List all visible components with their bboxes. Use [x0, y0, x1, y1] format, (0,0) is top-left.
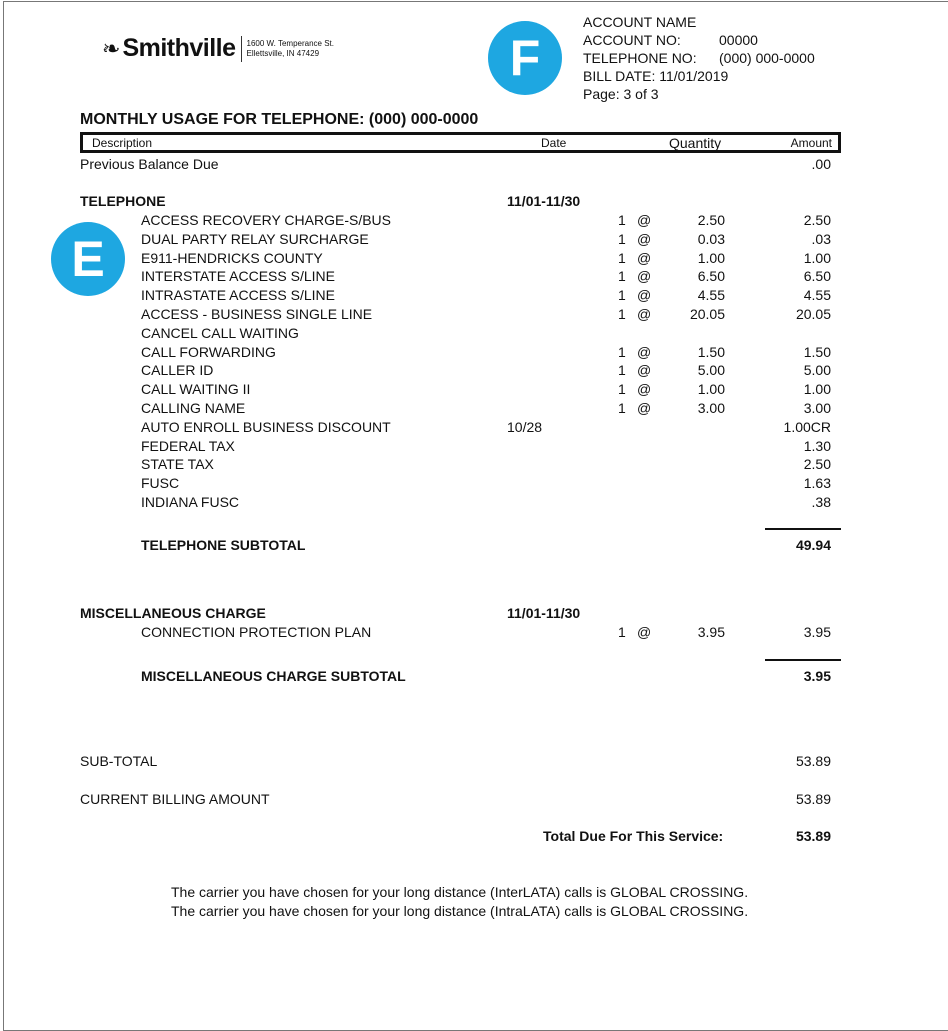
- item-description: INTERSTATE ACCESS S/LINE: [141, 268, 335, 285]
- misc-section-header: [0, 605, 948, 624]
- line-item: [0, 438, 948, 457]
- carrier-note: The carrier you have chosen for your long distance (InterLATA) calls is GLOBAL CROSSING.: [171, 884, 749, 900]
- line-item: [0, 250, 948, 269]
- item-at: @: [637, 249, 652, 266]
- item-description: E911-HENDRICKS COUNTY: [141, 249, 323, 266]
- item-date: 10/28: [507, 418, 543, 435]
- account-name: ACCOUNT NAME: [583, 14, 697, 30]
- section-date: 11/01-11/30: [507, 605, 581, 621]
- telephone-subtotal-row: [0, 537, 948, 556]
- item-rate: 1.50: [697, 343, 725, 360]
- item-quantity: 1: [618, 381, 626, 398]
- telephone-no: (000) 000-0000: [719, 50, 815, 66]
- total-due-label: Total Due For This Service:: [543, 828, 724, 844]
- line-item: [0, 475, 948, 494]
- page-title: MONTHLY USAGE FOR TELEPHONE: (000) 000-0000: [80, 111, 479, 128]
- item-at: @: [637, 230, 652, 247]
- item-amount: .03: [811, 230, 831, 247]
- callout-badge-e: E: [51, 222, 125, 296]
- logo-mark-icon: ❧: [102, 35, 121, 61]
- address-line-1: 1600 W. Temperance St.: [246, 38, 334, 48]
- item-rate: 2.50: [697, 212, 725, 228]
- account-no-label: ACCOUNT NO:: [583, 32, 681, 48]
- item-description: INDIANA FUSC: [141, 494, 240, 510]
- item-at: @: [637, 343, 652, 360]
- sub-total-amount: 53.89: [795, 753, 831, 769]
- telephone-label: TELEPHONE NO:: [583, 50, 697, 66]
- line-item: [0, 419, 948, 438]
- item-description: CALL WAITING II: [141, 381, 251, 398]
- line-item: [0, 212, 948, 231]
- subtotal-amount: 3.95: [803, 668, 831, 684]
- item-amount: .38: [811, 494, 831, 510]
- item-at: @: [637, 400, 652, 416]
- item-description: STATE TAX: [141, 456, 214, 473]
- item-amount: 1.00CR: [783, 418, 831, 435]
- item-description: FUSC: [141, 475, 180, 492]
- item-quantity: 1: [618, 230, 626, 247]
- line-item: [0, 494, 948, 513]
- item-amount: 5.00: [803, 362, 831, 379]
- item-rate: 1.00: [697, 249, 725, 266]
- section-label: MISCELLANEOUS CHARGE: [80, 605, 266, 621]
- item-rate: 1.00: [697, 381, 725, 398]
- current-billing-amount: 53.89: [795, 791, 831, 807]
- line-item: [0, 306, 948, 325]
- subtotal-label: MISCELLANEOUS CHARGE SUBTOTAL: [141, 668, 406, 684]
- item-quantity: 1: [618, 343, 626, 360]
- subtotal-label: TELEPHONE SUBTOTAL: [141, 537, 306, 553]
- col-amount: Amount: [790, 136, 832, 150]
- item-description: CANCEL CALL WAITING: [141, 324, 299, 341]
- item-quantity: 1: [618, 400, 626, 416]
- item-amount: 2.50: [803, 212, 831, 228]
- item-quantity: 1: [618, 362, 626, 379]
- item-at: @: [637, 212, 652, 228]
- item-description: CALLING NAME: [141, 400, 246, 416]
- callout-badge-f: F: [488, 21, 562, 95]
- account-info: [583, 13, 815, 103]
- item-amount: 1.00: [803, 249, 831, 266]
- previous-balance-row: [0, 156, 948, 175]
- line-item: [0, 325, 948, 344]
- line-item: [0, 344, 948, 363]
- subtotal-rule: [765, 659, 841, 661]
- item-rate: 3.95: [697, 624, 725, 640]
- item-at: @: [637, 287, 652, 304]
- line-item: [0, 400, 948, 419]
- misc-subtotal-row: [0, 668, 948, 687]
- col-quantity: Quantity: [669, 135, 722, 151]
- item-rate: 5.00: [697, 362, 725, 379]
- item-quantity: 1: [618, 287, 626, 304]
- item-at: @: [637, 381, 652, 398]
- item-rate: 4.55: [697, 287, 725, 304]
- line-item: [0, 268, 948, 287]
- item-quantity: 1: [618, 306, 626, 322]
- item-description: ACCESS RECOVERY CHARGE-S/BUS: [141, 212, 391, 228]
- item-rate: 0.03: [697, 230, 725, 247]
- item-amount: 4.55: [803, 287, 831, 304]
- section-label: TELEPHONE: [80, 193, 166, 209]
- address-line-2: Ellettsville, IN 47429: [246, 48, 320, 58]
- line-item: [0, 381, 948, 400]
- current-billing-label: CURRENT BILLING AMOUNT: [80, 791, 270, 807]
- total-due-amount: 53.89: [795, 828, 831, 844]
- item-at: @: [637, 362, 652, 379]
- telephone-section-header: [0, 193, 948, 212]
- carrier-note: The carrier you have chosen for your long distance (IntraLATA) calls is GLOBAL CROSSING.: [171, 903, 749, 919]
- company-name: Smithville: [122, 34, 236, 62]
- item-at: @: [637, 268, 652, 285]
- subtotal-rule: [765, 528, 841, 530]
- col-date: Date: [541, 136, 567, 150]
- item-description: CONNECTION PROTECTION PLAN: [141, 624, 372, 640]
- item-amount: 1.00: [803, 381, 831, 398]
- item-description: FEDERAL TAX: [141, 437, 235, 454]
- item-description: DUAL PARTY RELAY SURCHARGE: [141, 230, 369, 247]
- item-description: CALLER ID: [141, 362, 214, 379]
- item-quantity: 1: [618, 268, 626, 285]
- line-item: [0, 287, 948, 306]
- item-rate: 20.05: [689, 306, 725, 322]
- col-description: Description: [92, 136, 153, 150]
- column-header: [80, 132, 841, 153]
- item-quantity: 1: [618, 212, 626, 228]
- item-amount: 1.30: [803, 437, 831, 454]
- item-description: ACCESS - BUSINESS SINGLE LINE: [141, 306, 373, 322]
- section-date: 11/01-11/30: [507, 193, 581, 209]
- line-item: [0, 231, 948, 250]
- item-amount: 3.95: [803, 624, 831, 640]
- item-at: @: [637, 624, 652, 640]
- item-amount: 1.63: [803, 475, 831, 492]
- sub-total-label: SUB-TOTAL: [80, 753, 158, 769]
- line-item: [0, 624, 948, 643]
- bill-date: BILL DATE: 11/01/2019: [583, 68, 729, 84]
- item-amount: 3.00: [803, 400, 831, 416]
- item-amount: 20.05: [795, 306, 831, 322]
- item-description: AUTO ENROLL BUSINESS DISCOUNT: [141, 418, 391, 435]
- item-rate: 6.50: [697, 268, 725, 285]
- item-rate: 3.00: [697, 400, 725, 416]
- line-item: [0, 362, 948, 381]
- previous-balance-amount: .00: [811, 156, 831, 172]
- item-amount: 2.50: [803, 456, 831, 473]
- page-number: Page: 3 of 3: [583, 86, 659, 102]
- item-amount: 1.50: [803, 343, 831, 360]
- previous-balance-label: Previous Balance Due: [80, 156, 219, 172]
- item-amount: 6.50: [803, 268, 831, 285]
- item-description: INTRASTATE ACCESS S/LINE: [141, 287, 335, 304]
- company-logo: [102, 34, 334, 63]
- line-item: [0, 456, 948, 475]
- sub-total-row: [0, 753, 948, 772]
- item-description: CALL FORWARDING: [141, 343, 276, 360]
- current-billing-row: [0, 791, 948, 810]
- item-quantity: 1: [618, 249, 626, 266]
- item-quantity: 1: [618, 624, 626, 640]
- total-due-row: [0, 828, 948, 847]
- subtotal-amount: 49.94: [795, 537, 831, 553]
- item-at: @: [637, 306, 652, 322]
- account-no: 00000: [719, 32, 758, 48]
